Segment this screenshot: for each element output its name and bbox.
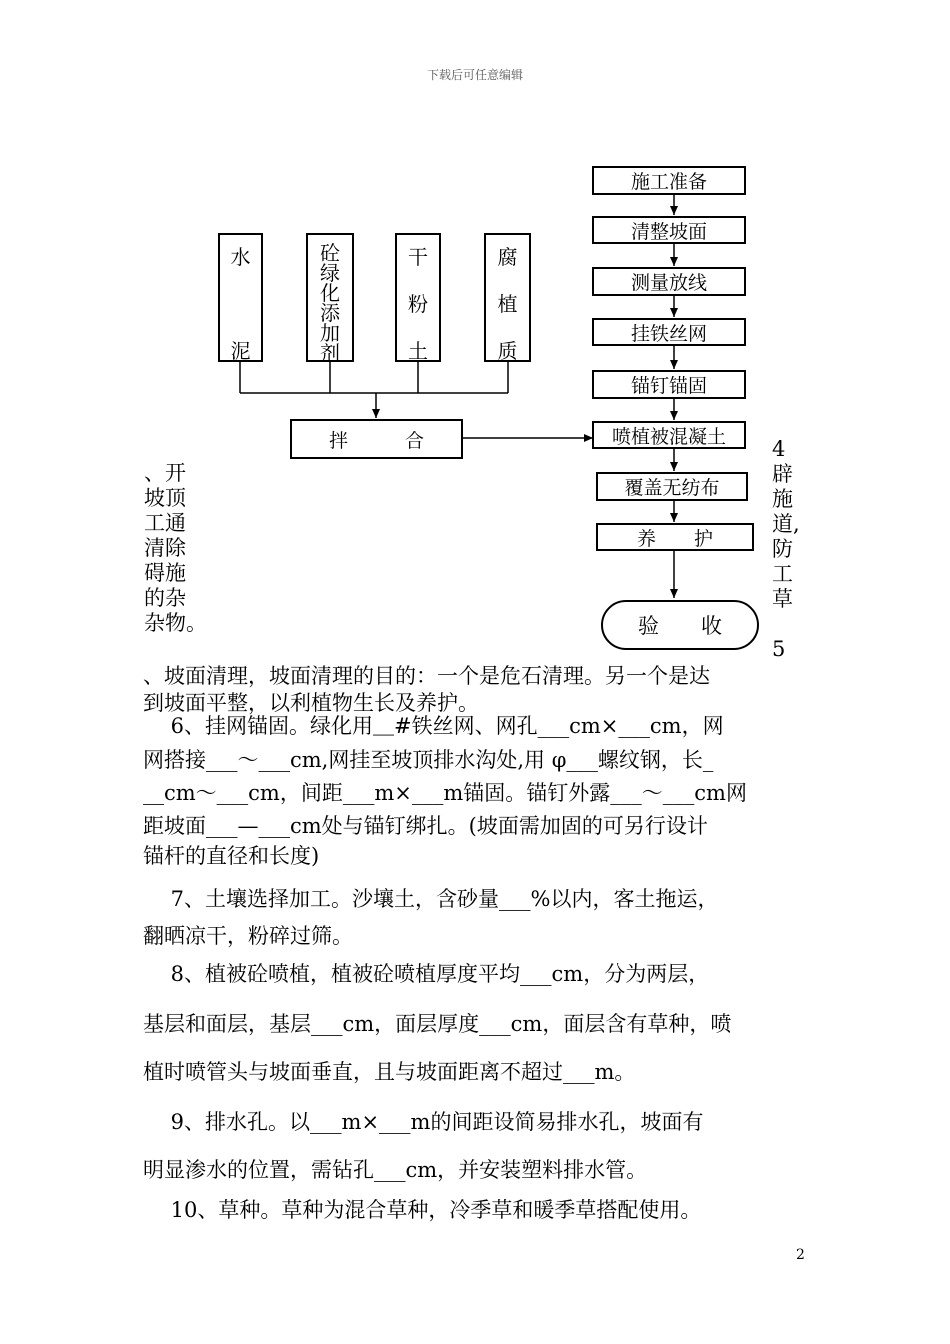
fragment-line: 草 xyxy=(772,587,793,611)
fragment-line: 工 xyxy=(772,562,793,586)
material-char: 泥 xyxy=(230,339,251,363)
step-clean-slope: 清整坡面 xyxy=(592,216,746,244)
left-text-fragment xyxy=(144,461,207,636)
paragraph-line: 植时喷管头与坡面垂直，且与坡面距离不超过___m。 xyxy=(143,1060,636,1084)
step-survey-layout: 测量放线 xyxy=(592,267,746,296)
material-char: 添 xyxy=(320,301,340,325)
material-char: 化 xyxy=(320,281,340,305)
material-char: 干 xyxy=(408,245,428,269)
paragraph-line: 9、排水孔。以___m×___m的间距设简易排水孔，坡面有 xyxy=(143,1110,704,1134)
fragment-line xyxy=(772,612,800,637)
step-anchor-fixing: 锚钉锚固 xyxy=(592,370,746,399)
mix-step: 拌 合 xyxy=(290,419,463,459)
paragraph-line: 、坡面清理，坡面清理的目的：一个是危石清理。另一个是达 xyxy=(143,664,710,688)
paragraph-line: 距坡面___—___cm处与锚钉绑扎。(坡面需加固的可另行设计 xyxy=(143,814,708,838)
paragraph-line: 基层和面层，基层___cm，面层厚度___cm，面层含有草种，喷 xyxy=(143,1012,732,1036)
material-char: 绿 xyxy=(320,261,340,285)
header-note: 下载后可任意编辑 xyxy=(426,68,523,82)
paragraph-line: 7、土壤选择加工。沙壤土，含砂量___%以内，客土拖运， xyxy=(143,887,719,911)
material-cement xyxy=(218,233,263,362)
fragment-line: 4 xyxy=(772,437,786,461)
material-green-additive xyxy=(306,233,354,365)
paragraph-line: __cm～___cm，间距___m×___m锚固。锚钉外露___～___cm网 xyxy=(143,781,747,805)
fragment-line: 5 xyxy=(772,637,786,661)
right-text-fragment xyxy=(772,437,800,662)
fragment-line: 碍施 xyxy=(144,561,186,585)
fragment-line: 杂物。 xyxy=(144,611,207,635)
fragment-line: 施 xyxy=(772,487,793,511)
step-construction-prep: 施工准备 xyxy=(592,166,746,195)
material-char: 腐 xyxy=(497,245,518,269)
fragment-line: 道, xyxy=(772,512,800,536)
paragraph-line: 翻晒凉干，粉碎过筛。 xyxy=(143,924,353,948)
fragment-line: 的杂 xyxy=(144,586,186,610)
paragraph-line: 到坡面平整，以利植物生长及养护。 xyxy=(143,691,479,715)
material-dry-soil xyxy=(395,233,441,362)
material-char: 质 xyxy=(497,339,518,363)
material-char: 植 xyxy=(497,292,518,316)
material-char: 土 xyxy=(408,339,428,363)
fragment-line: 坡顶 xyxy=(144,486,186,510)
paragraph-line: 6、挂网锚固。绿化用＿#铁丝网、网孔___cm×___cm，网 xyxy=(143,714,724,738)
material-char: 粉 xyxy=(408,292,428,316)
material-char: 砼 xyxy=(320,241,340,265)
fragment-line: 清除 xyxy=(144,536,186,560)
material-humus xyxy=(484,233,531,362)
step-acceptance: 验 收 xyxy=(601,600,759,650)
fragment-line: 防 xyxy=(772,537,793,561)
paragraph-line: 锚杆的直径和长度) xyxy=(143,844,320,868)
material-char: 加 xyxy=(320,321,340,345)
material-char: 剂 xyxy=(320,341,340,365)
paragraph-line: 8、植被砼喷植，植被砼喷植厚度平均___cm，分为两层， xyxy=(143,962,710,986)
step-maintenance: 养 护 xyxy=(596,523,754,551)
fragment-line: 、开 xyxy=(144,461,186,485)
step-cover-nonwoven: 覆盖无纺布 xyxy=(596,472,748,501)
paragraph-line: 网搭接___～___cm,网挂至坡顶排水沟处,用 φ___螺纹钢，长_ xyxy=(143,748,714,772)
material-char: 水 xyxy=(230,245,251,269)
fragment-line: 工通 xyxy=(144,511,186,535)
paragraph-line: 明显渗水的位置，需钻孔___cm，并安装塑料排水管。 xyxy=(143,1158,648,1182)
paragraph-line: 10、草种。草种为混合草种，冷季草和暖季草搭配使用。 xyxy=(143,1198,702,1222)
page-number: 2 xyxy=(796,1247,805,1263)
step-spray-vegetation-concrete: 喷植被混凝土 xyxy=(592,421,746,449)
step-hang-wire-mesh: 挂铁丝网 xyxy=(592,318,746,346)
fragment-line: 辟 xyxy=(772,462,793,486)
